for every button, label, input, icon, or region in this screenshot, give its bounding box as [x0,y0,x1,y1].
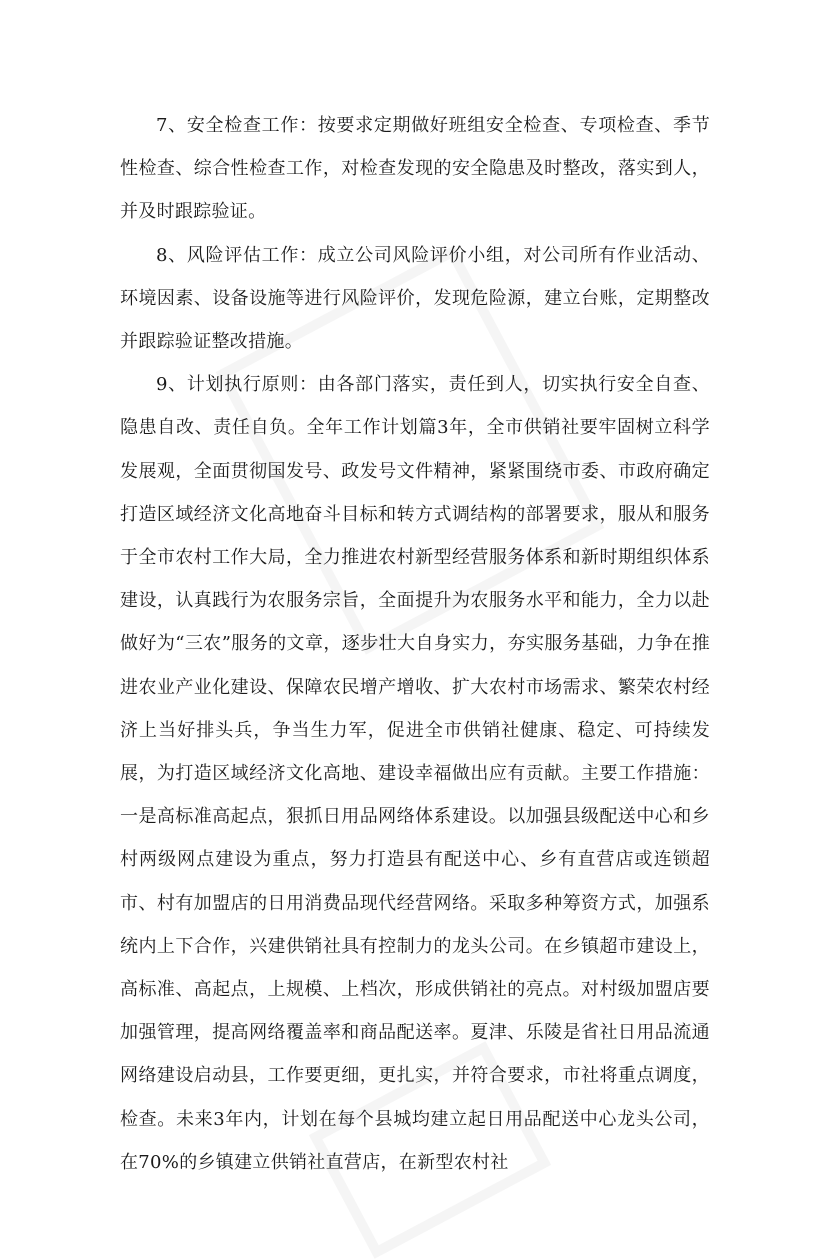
paragraph-plan-execution: 9、计划执行原则：由各部门落实，责任到人，切实执行安全自查、隐患自改、责任自负。全年工作计划篇3年，全市供销社要牢固树立科学发展观，全面贯彻国发号、政发号文件精神，紧紧围绕市委、市政府确定打造区域经济文化高地奋斗目标和转方式调结构的部署要求，服从和服务于全市农村工作大局，全力推进农村新型经营服务体系和新时期组织体系建设，认真践行为农服务宗旨，全面提升为农服务水平和能力，全力以赴做好为“三农”服务的文章，逐步壮大自身实力，夯实服务基础，力争在推进农业产业化建设、保障农民增产增收、扩大农村市场需求、繁荣农村经济上当好排头兵，争当生力军，促进全市供销社健康、稳定、可持续发展，为打造区域经济文化高地、建设幸福做出应有贡献。主要工作措施：一是高标准高起点，狠抓日用品网络体系建设。以加强县级配送中心和乡村两级网点建设为重点，努力打造县有配送中心、乡有直营店或连锁超市、村有加盟店的日用消费品现代经营网络。采取多种筹资方式，加强系统内上下合作，兴建供销社具有控制力的龙头公司。在乡镇超市建设上，高标准、高起点，上规模、上档次，形成供销社的亮点。对村级加盟店要加强管理，提高网络覆盖率和商品配送率。夏津、乐陵是省社日用品流通网络建设启动县，工作要更细，更扎实，并符合要求，市社将重点调度，检查。未来3年内，计划在每个县城均建立起日用品配送中心龙头公司，在70%的乡镇建立供销社直营店，在新型农村社 [120,374,710,1173]
paragraph-safety-inspection: 7、安全检查工作：按要求定期做好班组安全检查、专项检查、季节性检查、综合性检查工作，对检查发现的安全隐患及时整改，落实到人，并及时跟踪验证。 [120,115,710,223]
paragraph-risk-assessment: 8、风险评估工作：成立公司风险评价小组，对公司所有作业活动、环境因素、设备设施等进行风险评价，发现危险源，建立台账，定期整改并跟踪验证整改措施。 [120,244,710,353]
document-body [120,104,710,1184]
